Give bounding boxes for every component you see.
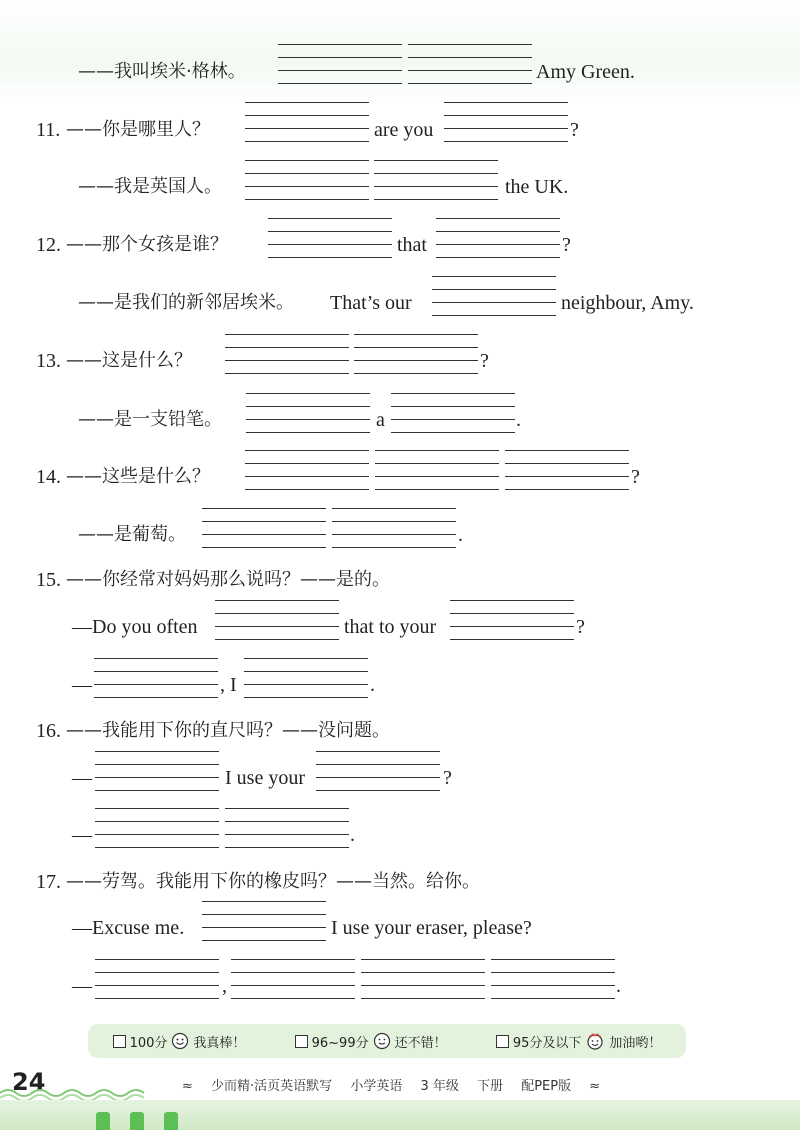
- q17-number: 17.: [36, 871, 61, 893]
- q15-question-cn: ——你经常对妈妈那么说吗？——是的。: [66, 569, 390, 590]
- blank[interactable]: [450, 600, 574, 640]
- score-text: 我真棒！: [193, 1035, 246, 1051]
- q11-answer-cn: ——我是英国人。: [78, 176, 222, 197]
- q14-number: 14.: [36, 466, 61, 488]
- q16-period: .: [350, 824, 355, 846]
- wave-icon: ≈: [589, 1079, 601, 1094]
- q14-question-cn: ——这些是什么？: [66, 466, 210, 487]
- q11-mid: are you: [374, 119, 434, 141]
- q11-qmark: ?: [570, 119, 579, 141]
- q15-period: .: [370, 674, 375, 696]
- happy-face-icon: [171, 1032, 189, 1050]
- score-text: 还不错！: [394, 1035, 447, 1051]
- score-text: 加油哟！: [609, 1035, 662, 1051]
- q12-qmark: ?: [562, 234, 571, 256]
- blank[interactable]: [436, 218, 560, 258]
- q13-period: .: [516, 409, 521, 431]
- bottom-band: [0, 1100, 800, 1130]
- score-label: 95分及以下: [512, 1035, 582, 1051]
- blank[interactable]: [215, 600, 339, 640]
- blank[interactable]: [202, 901, 326, 941]
- blank[interactable]: [95, 808, 219, 848]
- q14-period: .: [458, 524, 463, 546]
- q11-question-cn: ——你是哪里人？: [66, 119, 210, 140]
- q13-number: 13.: [36, 350, 61, 372]
- score-label: 100分: [129, 1035, 168, 1051]
- q17-question-cn: ——劳驾。我能用下你的橡皮吗？——当然。给你。: [66, 871, 480, 892]
- q11-number: 11.: [36, 119, 61, 141]
- blank[interactable]: [225, 808, 349, 848]
- q13-question-cn: ——这是什么？: [66, 350, 192, 371]
- blank[interactable]: [408, 44, 532, 84]
- q15-en-start: —Do you often: [72, 616, 198, 638]
- q10-name: Amy Green.: [536, 61, 635, 83]
- decoration: [96, 1112, 110, 1130]
- footer-grade: 3 年级: [420, 1079, 459, 1094]
- blank[interactable]: [95, 959, 219, 999]
- q15-dash: —: [72, 674, 92, 696]
- q13-qmark: ?: [480, 350, 489, 372]
- q16-dash: —: [72, 767, 92, 789]
- blank[interactable]: [268, 218, 392, 258]
- blank[interactable]: [95, 751, 219, 791]
- q12-answer-cn: ——是我们的新邻居埃米。: [78, 292, 294, 313]
- blank[interactable]: [391, 393, 515, 433]
- blank[interactable]: [354, 334, 478, 374]
- q12-number: 12.: [36, 234, 61, 256]
- decoration: [164, 1112, 178, 1130]
- blank[interactable]: [361, 959, 485, 999]
- page-number: 24: [12, 1068, 46, 1096]
- cheer-face-icon: [585, 1032, 605, 1050]
- q14-qmark: ?: [631, 466, 640, 488]
- q12-mid: that: [397, 234, 427, 256]
- q12-answer-en-start: That’s our: [330, 292, 412, 314]
- blank[interactable]: [374, 160, 498, 200]
- blank[interactable]: [444, 102, 568, 142]
- blank[interactable]: [278, 44, 402, 84]
- score-bar: [88, 1024, 686, 1058]
- footer-series: 少而精·活页英语默写: [211, 1079, 333, 1094]
- q17-period: .: [616, 975, 621, 997]
- blank[interactable]: [375, 450, 499, 490]
- blank[interactable]: [246, 393, 370, 433]
- footer-edition: 配PEP版: [521, 1079, 572, 1094]
- wave-decoration: [0, 1086, 150, 1100]
- q17-dash: —: [72, 975, 92, 997]
- score-item-95: [496, 1032, 662, 1051]
- decoration: [130, 1112, 144, 1130]
- blank[interactable]: [225, 334, 349, 374]
- q17-comma: ,: [222, 975, 227, 997]
- blank[interactable]: [245, 102, 369, 142]
- smile-face-icon: [373, 1032, 391, 1050]
- checkbox[interactable]: [295, 1035, 308, 1048]
- q17-en-start: —Excuse me.: [72, 917, 185, 939]
- blank[interactable]: [94, 658, 218, 698]
- wave-icon: ≈: [182, 1079, 193, 1094]
- blank[interactable]: [231, 959, 355, 999]
- score-item-100: [113, 1032, 246, 1051]
- blank[interactable]: [332, 508, 456, 548]
- q16-en-mid: I use your: [225, 767, 305, 789]
- checkbox[interactable]: [496, 1035, 509, 1048]
- q16-dash-answer: —: [72, 824, 92, 846]
- blank[interactable]: [491, 959, 615, 999]
- q15-en-mid: that to your: [344, 616, 437, 638]
- q16-number: 16.: [36, 720, 61, 742]
- blank[interactable]: [245, 160, 369, 200]
- footer-volume: 下册: [477, 1079, 504, 1094]
- score-item-96: [295, 1032, 447, 1051]
- q16-question-cn: ——我能用下你的直尺吗？——没问题。: [66, 720, 390, 741]
- blank[interactable]: [245, 450, 369, 490]
- blank[interactable]: [505, 450, 629, 490]
- q17-en-tail: I use your eraser, please?: [331, 917, 532, 939]
- blank[interactable]: [316, 751, 440, 791]
- q11-tail: the UK.: [505, 176, 569, 198]
- q15-comma-i: , I: [220, 674, 237, 696]
- q12-tail: neighbour, Amy.: [561, 292, 694, 314]
- score-label: 96~99分: [311, 1035, 369, 1051]
- blank[interactable]: [202, 508, 326, 548]
- q15-qmark: ?: [576, 616, 585, 638]
- q13-answer-cn: ——是一支铅笔。: [78, 409, 222, 430]
- blank[interactable]: [432, 276, 556, 316]
- q14-answer-cn: ——是葡萄。: [78, 524, 186, 545]
- q15-number: 15.: [36, 569, 61, 591]
- q10-answer-cn: ——我叫埃米·格林。: [78, 61, 246, 82]
- blank[interactable]: [244, 658, 368, 698]
- footer-subject: 小学英语: [350, 1079, 403, 1094]
- q16-qmark: ?: [443, 767, 452, 789]
- footer-info: [175, 1075, 607, 1094]
- q13-mid: a: [376, 409, 385, 431]
- checkbox[interactable]: [113, 1035, 126, 1048]
- q12-question-cn: ——那个女孩是谁？: [66, 234, 228, 255]
